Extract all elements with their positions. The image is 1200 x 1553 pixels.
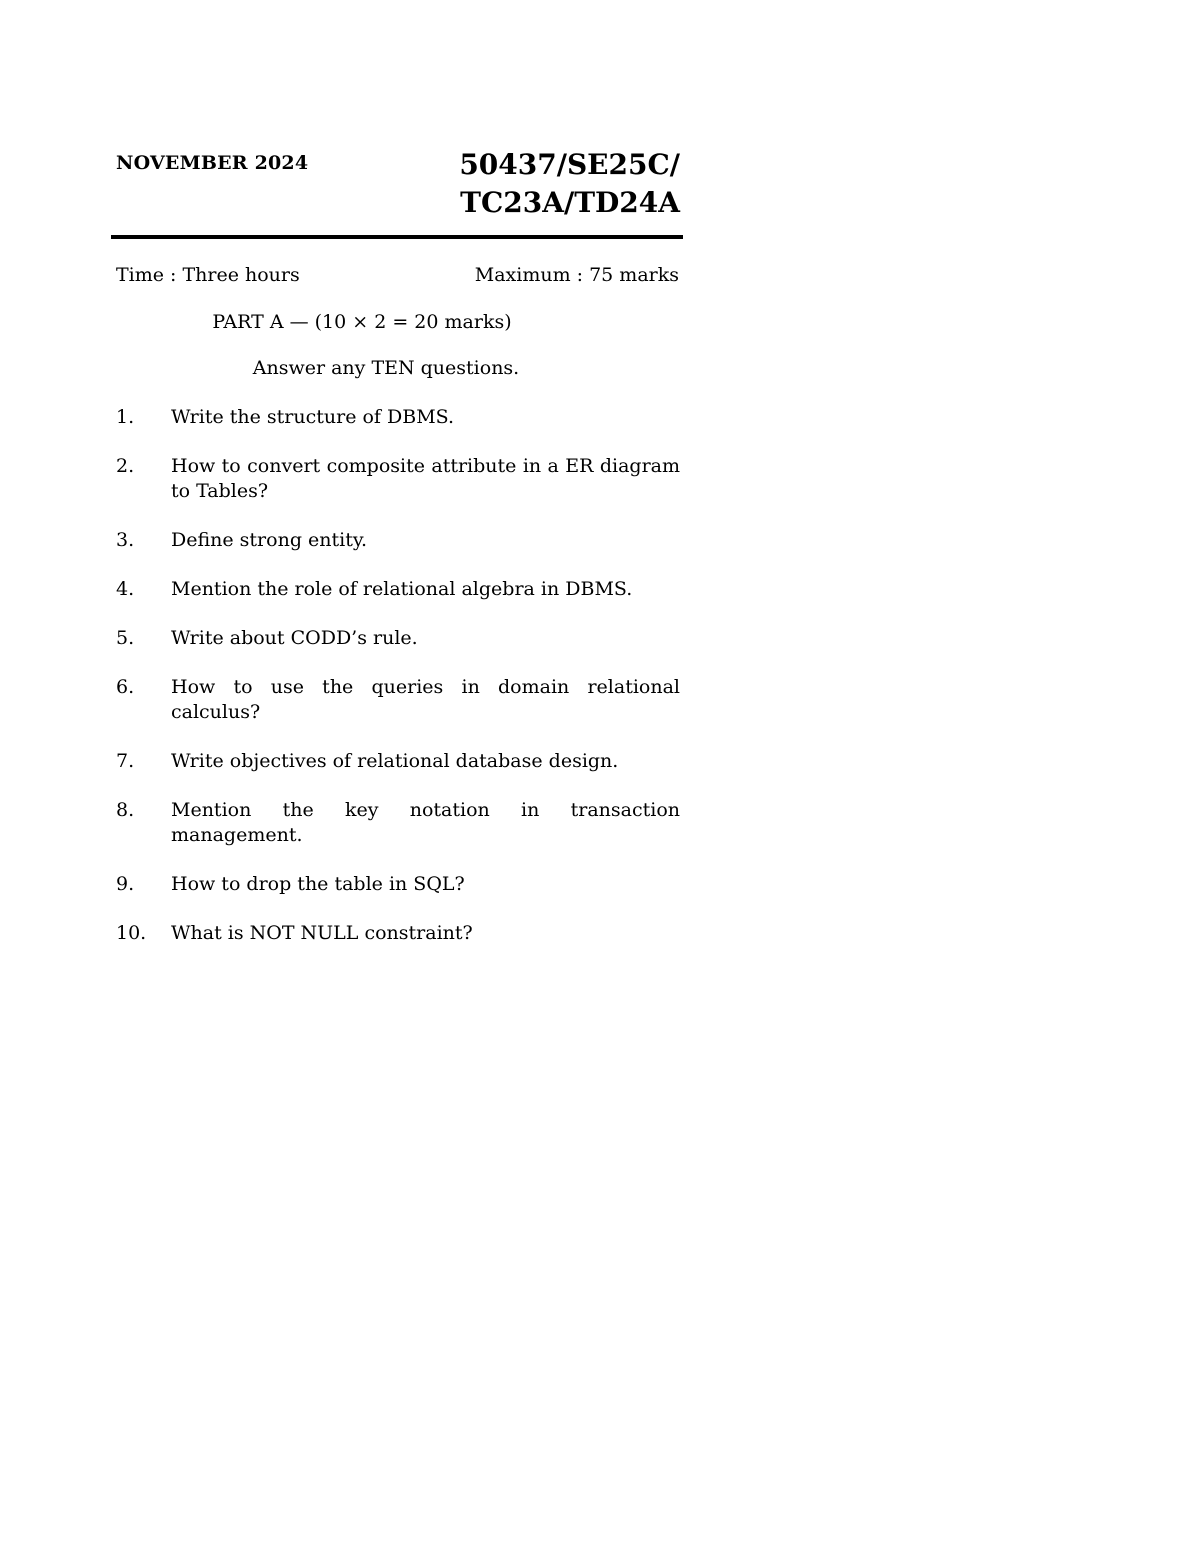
question-item xyxy=(116,675,680,725)
question-text: What is NOT NULL constraint? xyxy=(171,922,473,944)
part-instruction xyxy=(116,357,680,379)
question-text: Mention the role of relational algebra in DBMS. xyxy=(171,578,633,600)
part-instruction-text: Answer any TEN questions. xyxy=(252,357,520,379)
exam-month-year: NOVEMBER 2024 xyxy=(116,152,309,174)
question-number: 3. xyxy=(116,529,135,551)
question-item xyxy=(116,405,680,430)
question-text: How to use the queries in domain relational calculus? xyxy=(171,676,680,723)
paper-code xyxy=(420,146,680,222)
header-divider xyxy=(111,235,683,239)
question-item xyxy=(116,454,680,504)
question-item xyxy=(116,749,680,774)
part-heading xyxy=(116,311,680,333)
question-number: 10. xyxy=(116,922,147,944)
question-number: 6. xyxy=(116,676,135,698)
part-heading-text: PART A — (10 × 2 = 20 marks) xyxy=(212,311,512,333)
question-text: Write objectives of relational database design. xyxy=(171,750,619,772)
question-number: 5. xyxy=(116,627,135,649)
question-item xyxy=(116,798,680,848)
paper-code-line-2: TC23A/TD24A xyxy=(460,186,680,219)
paper-code-line-1: 50437/SE25C/ xyxy=(459,148,680,181)
maximum-marks: Maximum : 75 marks xyxy=(474,264,679,286)
question-text: Mention the key notation in transaction management. xyxy=(171,799,680,846)
question-item xyxy=(116,921,680,946)
question-text: How to convert composite attribute in a ER diagram to Tables? xyxy=(171,455,680,502)
question-number: 1. xyxy=(116,406,135,428)
question-item xyxy=(116,528,680,553)
question-number: 8. xyxy=(116,799,135,821)
question-number: 9. xyxy=(116,873,135,895)
question-list xyxy=(116,405,680,970)
question-number: 4. xyxy=(116,578,135,600)
question-text: Define strong entity. xyxy=(171,529,368,551)
question-text: Write the structure of DBMS. xyxy=(171,406,455,428)
question-item xyxy=(116,872,680,897)
exam-duration: Time : Three hours xyxy=(116,264,300,286)
question-text: How to drop the table in SQL? xyxy=(171,873,465,895)
question-text: Write about CODD’s rule. xyxy=(171,627,418,649)
question-item xyxy=(116,577,680,602)
question-number: 2. xyxy=(116,455,135,477)
question-item xyxy=(116,626,680,651)
question-number: 7. xyxy=(116,750,135,772)
